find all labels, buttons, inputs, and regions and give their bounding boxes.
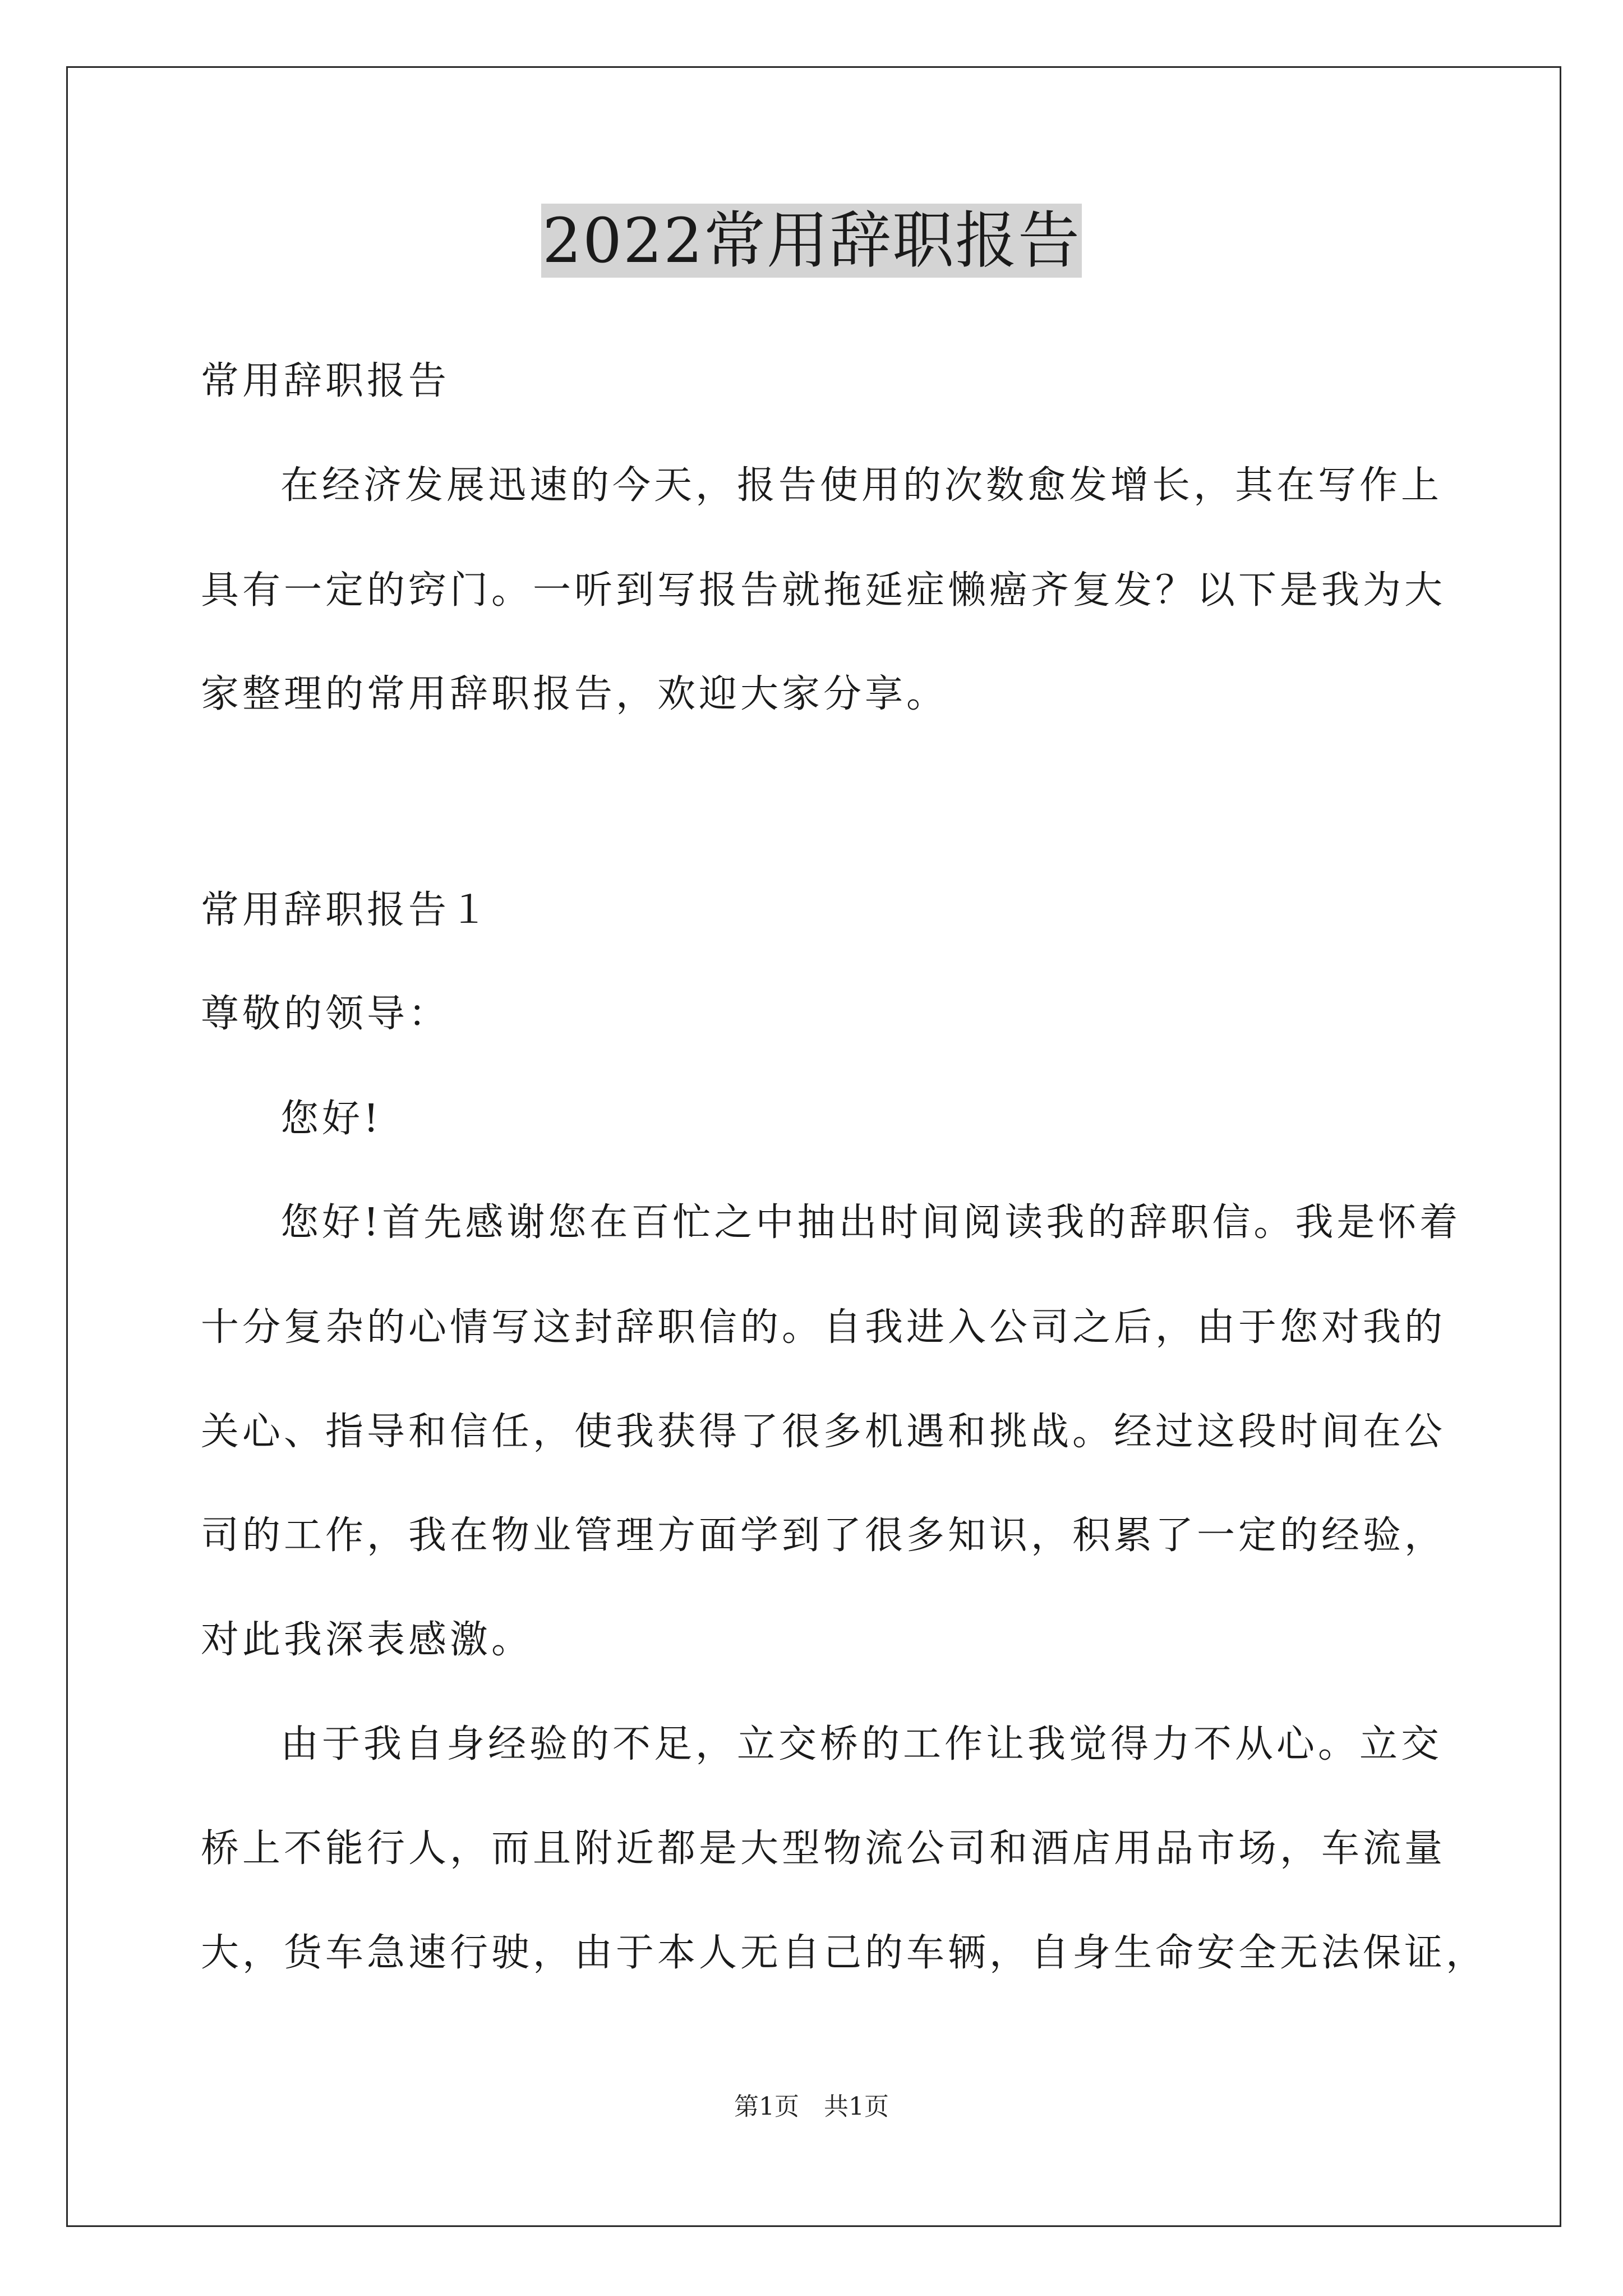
paragraph-line: 您好!首先感谢您在百忙之中抽出时间阅读我的辞职信。我是怀着 [280, 1200, 1461, 1245]
paragraph-line: 具有一定的窍门。一听到写报告就拖延症懒癌齐复发？以下是我为大 [201, 568, 1446, 613]
paragraph-line: 在经济发展迅速的今天，报告使用的次数愈发增长，其在写作上 [280, 463, 1443, 508]
paragraph-line: 司的工作，我在物业管理方面学到了很多知识，积累了一定的经验， [201, 1513, 1446, 1558]
paragraph-line: 大，货车急速行驶，由于本人无自己的车辆，自身生命安全无法保证， [201, 1931, 1488, 1975]
title-container [0, 204, 1623, 278]
page-footer: 第1页 共1页 [734, 2092, 889, 2121]
document-title: 2022常用辞职报告 [542, 205, 1081, 277]
greeting: 您好! [280, 1097, 382, 1141]
paragraph-line: 对此我深表感激。 [201, 1618, 533, 1662]
paragraph-line: 家整理的常用辞职报告，欢迎大家分享。 [201, 672, 948, 716]
section-heading: 常用辞职报告 [201, 359, 450, 403]
paragraph-line: 关心、指导和信任，使我获得了很多机遇和挑战。经过这段时间在公 [201, 1410, 1446, 1454]
paragraph-line: 十分复杂的心情写这封辞职信的。自我进入公司之后，由于您对我的 [201, 1305, 1446, 1350]
salutation: 尊敬的领导： [201, 992, 450, 1036]
paragraph-line: 桥上不能行人，而且附近都是大型物流公司和酒店用品市场，车流量 [201, 1826, 1446, 1871]
section-heading: 常用辞职报告１ [201, 888, 492, 932]
paragraph-line: 由于我自身经验的不足，立交桥的工作让我觉得力不从心。立交 [280, 1722, 1443, 1766]
